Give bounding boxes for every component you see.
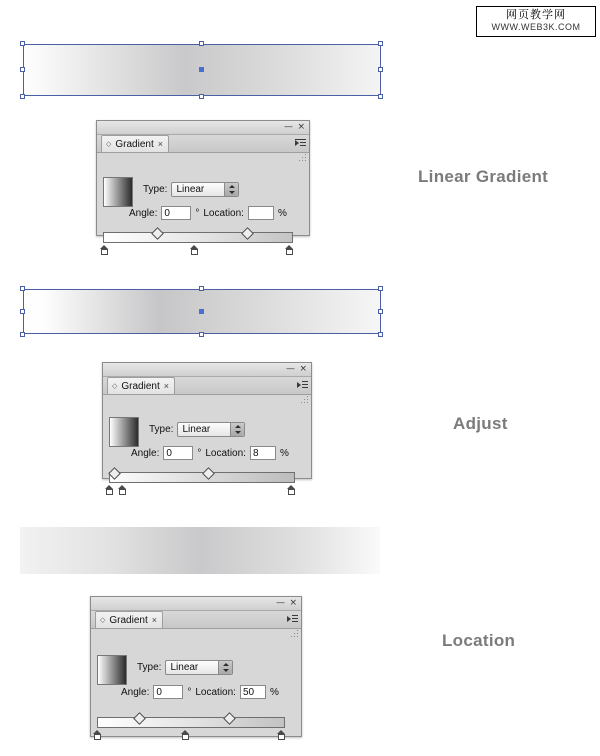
close-icon[interactable]: × [299,364,307,374]
selection-handle-mr[interactable] [378,309,383,314]
panel-menu-icon[interactable] [297,380,308,390]
selection-handle-bl[interactable] [20,332,25,337]
gradient-color-stop[interactable] [287,485,296,496]
selection-handle-tr[interactable] [378,41,383,46]
panel-body [97,153,309,219]
gradient-type-value: Linear [182,424,211,435]
gradient-panel-2[interactable] [102,362,312,479]
selection-handle-tl[interactable] [20,41,25,46]
selection-handle-br[interactable] [378,332,383,337]
gradient-panel-3[interactable] [90,596,302,737]
location-unit: % [277,207,287,219]
panel-body [91,629,301,698]
chevron-updown-icon[interactable] [224,183,238,196]
resize-grip-icon[interactable] [291,630,299,638]
selection-handle-bc[interactable] [199,332,204,337]
location-label: Location: [195,686,236,698]
type-label: Type: [137,662,162,673]
tab-close-icon[interactable]: × [163,380,170,391]
gradient-color-stop[interactable] [93,730,102,741]
gradient-preview-swatch[interactable] [97,655,127,685]
gradient-swatch-location[interactable] [20,527,380,574]
tab-label: Gradient [121,380,160,392]
selection-handle-ml[interactable] [20,309,25,314]
caption-adjust: Adjust [453,414,508,433]
panel-menu-icon[interactable] [287,614,298,624]
minimize-icon[interactable]: — [276,598,285,608]
gradient-swatch-adjust[interactable] [23,289,381,334]
gradient-color-stop[interactable] [118,485,127,496]
location-input[interactable] [248,206,274,220]
close-icon[interactable]: × [297,122,305,132]
gradient-preview-swatch[interactable] [109,417,139,447]
selection-center-point[interactable] [199,67,204,72]
angle-unit: ° [195,207,200,219]
panel-tabrow [91,611,301,629]
angle-unit: ° [187,686,192,698]
tab-close-icon[interactable]: × [151,614,158,625]
angle-input[interactable]: 0 [161,206,191,220]
gradient-swatch-linear[interactable] [23,44,381,96]
watermark [476,6,596,37]
panel-titlebar[interactable] [91,597,301,611]
tab-close-icon[interactable]: × [157,138,164,149]
type-row [137,660,233,675]
location-unit: % [279,447,289,459]
selection-handle-tc[interactable] [199,41,204,46]
chevron-updown-icon[interactable] [218,661,232,674]
gradient-type-value: Linear [170,662,199,673]
location-unit: % [269,686,279,698]
selection-handle-tl[interactable] [20,286,25,291]
close-icon[interactable]: × [289,598,297,608]
location-input[interactable]: 8 [250,446,276,460]
gradient-color-stop[interactable] [277,730,286,741]
gradient-slider-strip[interactable] [97,717,285,728]
gradient-slider-strip[interactable] [103,232,293,243]
panel-tabrow [97,135,309,153]
angle-location-row [131,446,293,460]
type-row [149,422,245,437]
location-label: Location: [203,207,244,219]
angle-location-row [129,206,291,220]
gradient-color-stop[interactable] [181,730,190,741]
gradient-color-stop[interactable] [285,245,294,256]
selection-handle-tr[interactable] [378,286,383,291]
selection-handle-br[interactable] [378,94,383,99]
watermark-chinese-text: 网页教学网 [506,9,566,21]
gradient-color-stop[interactable] [190,245,199,256]
gradient-fill-rect[interactable] [20,527,380,574]
type-label: Type: [149,424,174,435]
panel-titlebar[interactable] [97,121,309,135]
location-input[interactable]: 50 [240,685,266,699]
diamond-icon: ◇ [106,140,112,148]
watermark-url-text: WWW.WEB3K.COM [491,22,581,32]
gradient-type-select[interactable] [177,422,245,437]
gradient-preview-swatch[interactable] [103,177,133,207]
diamond-icon: ◇ [112,382,118,390]
type-label: Type: [143,184,168,195]
gradient-type-select[interactable] [171,182,239,197]
angle-label: Angle: [131,447,160,459]
tab-gradient[interactable] [95,611,163,628]
minimize-icon[interactable]: — [284,122,293,132]
angle-label: Angle: [129,207,158,219]
panel-tabrow [103,377,311,395]
tab-gradient[interactable] [107,377,175,394]
gradient-type-value: Linear [176,184,205,195]
panel-titlebar[interactable] [103,363,311,377]
tab-label: Gradient [115,138,154,150]
gradient-color-stop[interactable] [105,485,114,496]
location-label: Location: [205,447,246,459]
minimize-icon[interactable]: — [286,364,295,374]
resize-grip-icon[interactable] [299,154,307,162]
caption-location: Location [442,631,516,650]
selection-handle-bc[interactable] [199,94,204,99]
selection-handle-mr[interactable] [378,67,383,72]
panel-body [103,395,311,459]
angle-input[interactable]: 0 [163,446,193,460]
angle-label: Angle: [121,686,150,698]
selection-handle-ml[interactable] [20,67,25,72]
gradient-type-select[interactable] [165,660,233,675]
selection-handle-tc[interactable] [199,286,204,291]
gradient-color-stop[interactable] [100,245,109,256]
angle-unit: ° [197,447,202,459]
angle-location-row [121,685,283,699]
selection-center-point[interactable] [199,309,204,314]
selection-handle-bl[interactable] [20,94,25,99]
tab-gradient[interactable] [101,135,169,152]
tab-label: Gradient [109,614,148,626]
chevron-updown-icon[interactable] [230,423,244,436]
resize-grip-icon[interactable] [301,396,309,404]
diamond-icon: ◇ [100,616,106,624]
panel-menu-icon[interactable] [295,138,306,148]
caption-linear-gradient: Linear Gradient [418,167,549,186]
angle-input[interactable]: 0 [153,685,183,699]
type-row [143,182,239,197]
gradient-panel-1[interactable] [96,120,310,236]
